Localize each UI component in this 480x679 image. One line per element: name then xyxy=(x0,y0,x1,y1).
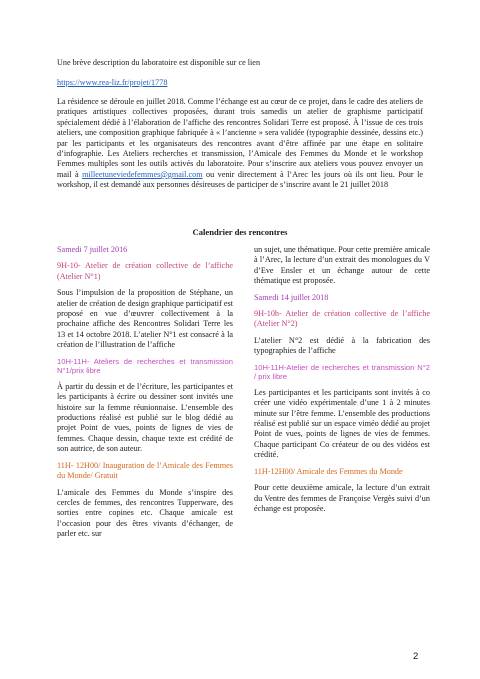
session-research-1-title: 10H-11H- Ateliers de recherches et transmission N°1/prix libre xyxy=(57,356,233,376)
session-research-2-text: Les participantes et les participants sont invités à co créer une vidéo expérimentale d’une 1 à 2 minutes minute sur l’être femme. L’ensemble des productions réalisé est publié sur un espace viméo dédié au projet Point de vues, points de lignes de vies de femmes. Chaque participant Co créateur de ou des vidéos est crédité. xyxy=(254,387,430,460)
session-research-1-text: À partir du dessin et de l’écriture, les participantes et les participants à écrire ou dessiner sont invités une histoire sur la femme réunionnaise. L’ensemble des productions réalisé est publié sur le blog dédié au projet Point de vues, points de lignes de vies de femmes. Chaque dessin, chaque texte est crédité de son autrice, de son auteur. xyxy=(57,381,233,454)
residence-text-start: La résidence se déroule en juillet 2018. Comme l’échange est au cœur de ce projet, dans le cadre des ateliers de pratiques artistiques collectives proposées, durant trois samedis un atelier de graphisme participatif spécialement dédié à l’élaboration de l’affiche des rencontres Solidari Terre est proposé. À l’issue de ces trois ateliers, une composition graphique fabriquée à « l’ancienne » sera validée (typographie dessinée, dessins etc.) par les participants et les organisateurs des rencontres avant d’être affinée par une étape en solitaire d’infographie. Les Ateliers recherches et transmission, l’Amicale des Femmes du Monde et le workshop Femmes multiples sont les outils activés du laboratoire. Pour s’inscrire aux ateliers vous pouvez envoyer un mail à xyxy=(57,97,423,179)
residence-paragraph xyxy=(57,97,423,191)
calendar-left-column xyxy=(57,245,233,546)
session-poster-workshop-2-title: 9H-10h- Atelier de création collective de l’affiche (Atelier N°2) xyxy=(254,309,430,329)
calendar-title: Calendrier des rencontres xyxy=(192,227,288,237)
session-research-2-title: 10H-11H-Atelier de recherches et transmission N°2 / prix libre xyxy=(254,362,430,382)
page-number: 2 xyxy=(413,651,419,662)
session-poster-workshop-2-text: L’atelier N°2 est dédié à la fabrication des typographies de l’affiche xyxy=(254,335,430,356)
session-amicale-2-text: Pour cette deuxième amicale, la lecture d’un extrait du Ventre des femmes de Françoise Vergès suivi d’un échange est proposée. xyxy=(254,483,430,513)
session-poster-workshop-1-text: Sous l’impulsion de la proposition de Stéphane, un atelier de création de design graphique participatif est proposé en vue d’œuvrer collectivement à la prochaine affiche des Rencontres Solidari Terre les 13 et 14 octobre 2018. L’atelier N°1 est consacré à la création de l’illustration de l’affiche xyxy=(57,288,233,350)
session-amicale-inauguration-title: 11H- 12H00/ Inauguration de l’Amicale des Femmes du Monde/ Gratuit xyxy=(57,460,233,481)
session-amicale-inauguration-text: L’amicale des Femmes du Monde s’inspire des cercles de femmes, des rencontres Tupperware, des sorties entre copines etc. Chaque amicale est l’occasion pour des êtres vivants d’échanger, de parler etc. sur xyxy=(57,487,233,539)
session-amicale-inauguration-text-cont: un sujet, une thématique. Pour cette première amicale à l’Arec, la lecture d’un extrait des monologues du V d’Eve Ensler et un échange autour de cette thématique est proposée. xyxy=(254,245,430,286)
residence-text-end: ou venir directement à l’Arec les jours où ils ont lieu. Pour le workshop, il est demandé aux personnes désireuses de participer de s’inscrire avant le 21 juillet 2018 xyxy=(57,169,423,190)
date-july-7: Samedi 7 juillet 2016 xyxy=(57,245,128,254)
lab-description xyxy=(57,58,423,68)
lab-description-text: Une brève description du laboratoire est disponible sur ce lien xyxy=(57,58,261,67)
email-link[interactable]: milleetuneviedefemmes@gmail.com xyxy=(82,169,203,179)
calendar-right-column xyxy=(254,245,430,520)
lab-link-line xyxy=(57,78,423,88)
session-amicale-2-title: 11H-12H00/ Amicale des Femmes du Monde xyxy=(254,466,403,476)
date-july-14: Samedi 14 juillet 2018 xyxy=(254,292,329,302)
session-poster-workshop-1-title: 9H-10- Atelier de création collective de l’affiche (Atelier N°1) xyxy=(57,261,233,281)
lab-link[interactable]: https://www.rea-liz.fr/projet/1778 xyxy=(57,78,168,87)
